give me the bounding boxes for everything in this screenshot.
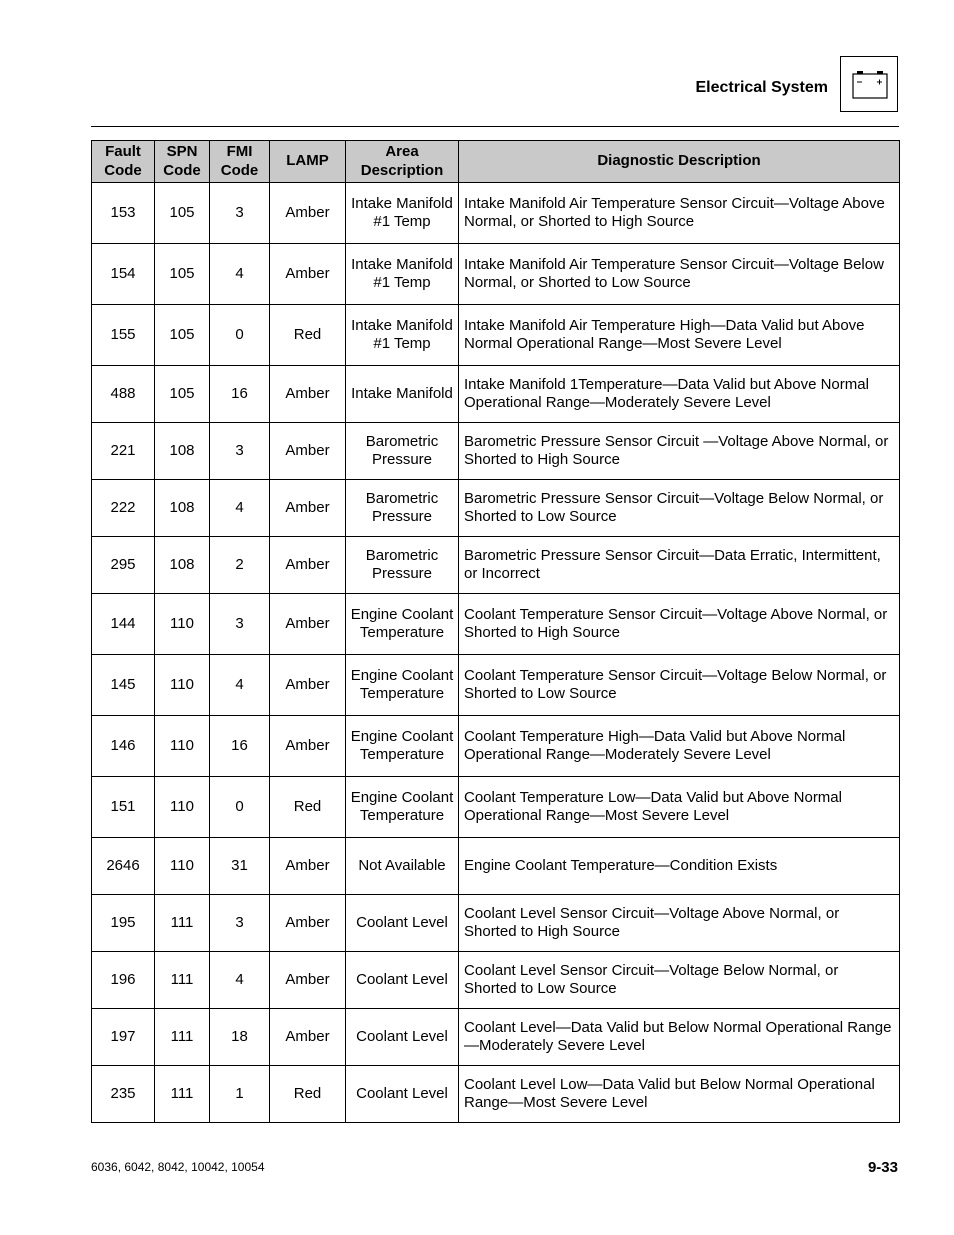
fmi-code-cell: 4 xyxy=(210,655,270,716)
diagnostic-description-cell: Coolant Temperature Sensor Circuit—Voltage Above Normal, or Shorted to High Source xyxy=(459,594,900,655)
spn-code-cell: 111 xyxy=(155,1066,210,1123)
table-row xyxy=(92,305,900,366)
diagnostic-description-cell: Engine Coolant Temperature—Condition Exists xyxy=(459,838,900,895)
table-row xyxy=(92,183,900,244)
diagnostic-description-cell: Intake Manifold 1Temperature—Data Valid but Above Normal Operational Range—Moderately Severe Level xyxy=(459,366,900,423)
area-description-cell: Intake Manifold #1 Temp xyxy=(346,183,459,244)
spn-code-cell: 111 xyxy=(155,1009,210,1066)
lamp-cell: Red xyxy=(270,1066,346,1123)
spn-code-cell: 110 xyxy=(155,777,210,838)
fault-code-cell: 222 xyxy=(92,480,155,537)
table-row xyxy=(92,480,900,537)
diagnostic-description-cell: Coolant Temperature Low—Data Valid but Above Normal Operational Range—Most Severe Level xyxy=(459,777,900,838)
col-header-fmi-code: FMI Code xyxy=(210,141,270,183)
table-row xyxy=(92,952,900,1009)
spn-code-cell: 110 xyxy=(155,594,210,655)
col-header-lamp: LAMP xyxy=(270,141,346,183)
area-description-cell: Engine Coolant Temperature xyxy=(346,716,459,777)
footer-model-numbers: 6036, 6042, 8042, 10042, 10054 xyxy=(91,1160,265,1174)
fault-code-cell: 146 xyxy=(92,716,155,777)
spn-code-cell: 110 xyxy=(155,655,210,716)
area-description-cell: Engine Coolant Temperature xyxy=(346,594,459,655)
table-row xyxy=(92,537,900,594)
table-row xyxy=(92,244,900,305)
spn-code-cell: 108 xyxy=(155,480,210,537)
diagnostic-description-cell: Coolant Level Sensor Circuit—Voltage Above Normal, or Shorted to High Source xyxy=(459,895,900,952)
fault-code-cell: 155 xyxy=(92,305,155,366)
fault-code-cell: 144 xyxy=(92,594,155,655)
fault-code-cell: 235 xyxy=(92,1066,155,1123)
diagnostic-description-cell: Intake Manifold Air Temperature Sensor Circuit—Voltage Below Normal, or Shorted to Low Source xyxy=(459,244,900,305)
spn-code-cell: 105 xyxy=(155,305,210,366)
diagnostic-description-cell: Coolant Level—Data Valid but Below Normal Operational Range —Moderately Severe Level xyxy=(459,1009,900,1066)
lamp-cell: Amber xyxy=(270,423,346,480)
table-row xyxy=(92,716,900,777)
area-description-cell: Not Available xyxy=(346,838,459,895)
col-header-diagnostic-description: Diagnostic Description xyxy=(459,141,900,183)
area-description-cell: Coolant Level xyxy=(346,895,459,952)
spn-code-cell: 110 xyxy=(155,716,210,777)
section-title: Electrical System xyxy=(695,79,828,96)
table-row xyxy=(92,838,900,895)
area-description-cell: Engine Coolant Temperature xyxy=(346,777,459,838)
table-row xyxy=(92,1066,900,1123)
fault-code-cell: 151 xyxy=(92,777,155,838)
diagnostic-description-cell: Coolant Level Low—Data Valid but Below Normal Operational Range—Most Severe Level xyxy=(459,1066,900,1123)
fmi-code-cell: 18 xyxy=(210,1009,270,1066)
spn-code-cell: 108 xyxy=(155,423,210,480)
col-header-area-description: Area Description xyxy=(346,141,459,183)
fault-code-cell: 154 xyxy=(92,244,155,305)
lamp-cell: Amber xyxy=(270,480,346,537)
spn-code-cell: 105 xyxy=(155,366,210,423)
table-header-row xyxy=(92,141,900,183)
lamp-cell: Amber xyxy=(270,244,346,305)
fmi-code-cell: 16 xyxy=(210,716,270,777)
diagnostic-description-cell: Barometric Pressure Sensor Circuit—Data Erratic, Intermittent, or Incorrect xyxy=(459,537,900,594)
table-row xyxy=(92,655,900,716)
lamp-cell: Red xyxy=(270,305,346,366)
fault-code-cell: 488 xyxy=(92,366,155,423)
diagnostic-description-cell: Coolant Level Sensor Circuit—Voltage Below Normal, or Shorted to Low Source xyxy=(459,952,900,1009)
fmi-code-cell: 3 xyxy=(210,183,270,244)
table-row xyxy=(92,366,900,423)
fmi-code-cell: 31 xyxy=(210,838,270,895)
diagnostic-description-cell: Barometric Pressure Sensor Circuit —Voltage Above Normal, or Shorted to High Source xyxy=(459,423,900,480)
fmi-code-cell: 4 xyxy=(210,244,270,305)
diagnostic-description-cell: Barometric Pressure Sensor Circuit—Voltage Below Normal, or Shorted to Low Source xyxy=(459,480,900,537)
fault-code-cell: 221 xyxy=(92,423,155,480)
area-description-cell: Coolant Level xyxy=(346,1009,459,1066)
spn-code-cell: 111 xyxy=(155,895,210,952)
fault-code-cell: 195 xyxy=(92,895,155,952)
lamp-cell: Amber xyxy=(270,952,346,1009)
table-row xyxy=(92,423,900,480)
fmi-code-cell: 16 xyxy=(210,366,270,423)
fmi-code-cell: 3 xyxy=(210,895,270,952)
spn-code-cell: 105 xyxy=(155,244,210,305)
diagnostic-description-cell: Intake Manifold Air Temperature Sensor Circuit—Voltage Above Normal, or Shorted to High Source xyxy=(459,183,900,244)
battery-icon xyxy=(841,57,899,113)
lamp-cell: Amber xyxy=(270,1009,346,1066)
fmi-code-cell: 1 xyxy=(210,1066,270,1123)
battery-icon-box xyxy=(840,56,898,112)
area-description-cell: Intake Manifold #1 Temp xyxy=(346,244,459,305)
area-description-cell: Coolant Level xyxy=(346,1066,459,1123)
lamp-cell: Amber xyxy=(270,594,346,655)
fault-code-cell: 295 xyxy=(92,537,155,594)
spn-code-cell: 105 xyxy=(155,183,210,244)
spn-code-cell: 111 xyxy=(155,952,210,1009)
lamp-cell: Amber xyxy=(270,537,346,594)
lamp-cell: Amber xyxy=(270,838,346,895)
spn-code-cell: 108 xyxy=(155,537,210,594)
lamp-cell: Amber xyxy=(270,895,346,952)
fault-code-cell: 145 xyxy=(92,655,155,716)
page-number: 9-33 xyxy=(867,1159,898,1176)
lamp-cell: Amber xyxy=(270,716,346,777)
fmi-code-cell: 3 xyxy=(210,594,270,655)
area-description-cell: Coolant Level xyxy=(346,952,459,1009)
area-description-cell: Barometric Pressure xyxy=(346,423,459,480)
fault-code-cell: 197 xyxy=(92,1009,155,1066)
lamp-cell: Amber xyxy=(270,366,346,423)
fault-code-cell: 153 xyxy=(92,183,155,244)
fmi-code-cell: 4 xyxy=(210,952,270,1009)
fmi-code-cell: 2 xyxy=(210,537,270,594)
spn-code-cell: 110 xyxy=(155,838,210,895)
area-description-cell: Barometric Pressure xyxy=(346,480,459,537)
diagnostic-description-cell: Coolant Temperature Sensor Circuit—Voltage Below Normal, or Shorted to Low Source xyxy=(459,655,900,716)
fmi-code-cell: 0 xyxy=(210,777,270,838)
lamp-cell: Red xyxy=(270,777,346,838)
table-row xyxy=(92,777,900,838)
fault-code-cell: 196 xyxy=(92,952,155,1009)
table-row xyxy=(92,895,900,952)
fmi-code-cell: 3 xyxy=(210,423,270,480)
col-header-spn-code: SPN Code xyxy=(155,141,210,183)
fault-code-cell: 2646 xyxy=(92,838,155,895)
fault-code-table xyxy=(91,140,900,1123)
fmi-code-cell: 0 xyxy=(210,305,270,366)
diagnostic-description-cell: Intake Manifold Air Temperature High—Data Valid but Above Normal Operational Range—Most Severe Level xyxy=(459,305,900,366)
lamp-cell: Amber xyxy=(270,183,346,244)
table-row xyxy=(92,1009,900,1066)
fmi-code-cell: 4 xyxy=(210,480,270,537)
area-description-cell: Intake Manifold #1 Temp xyxy=(346,305,459,366)
lamp-cell: Amber xyxy=(270,655,346,716)
header-rule xyxy=(91,126,899,127)
diagnostic-description-cell: Coolant Temperature High—Data Valid but Above Normal Operational Range—Moderately Severe Level xyxy=(459,716,900,777)
area-description-cell: Intake Manifold xyxy=(346,366,459,423)
area-description-cell: Engine Coolant Temperature xyxy=(346,655,459,716)
area-description-cell: Barometric Pressure xyxy=(346,537,459,594)
table-row xyxy=(92,594,900,655)
col-header-fault-code: Fault Code xyxy=(92,141,155,183)
